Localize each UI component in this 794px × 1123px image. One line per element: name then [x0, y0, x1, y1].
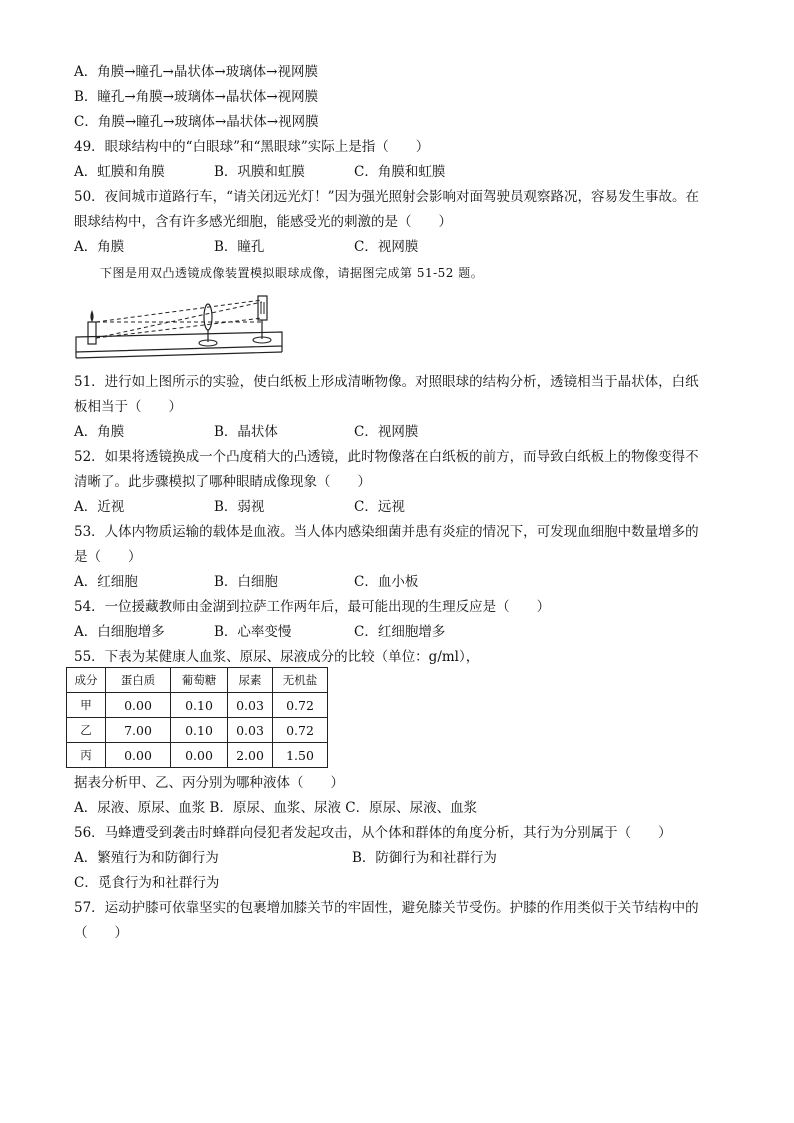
- q51-option-a: A．角膜: [74, 424, 125, 440]
- figure-caption: 下图是用双凸透镜成像装置模拟眼球成像，请据图完成第 51-52 题。: [100, 266, 484, 280]
- q54-options: [74, 622, 445, 642]
- q48-option-c: C．角膜→瞳孔→玻璃体→晶状体→视网膜: [74, 114, 319, 130]
- table-header-cell: 无机盐: [273, 668, 328, 693]
- q54-option-b: B．心率变慢: [214, 624, 292, 640]
- table-row: [67, 693, 328, 718]
- q56-option-c: C．觅食行为和社群行为: [74, 875, 220, 891]
- q51-stem-line1: 51．进行如上图所示的实验，使白纸板上形成清晰物像。对照眼球的结构分析，透镜相当于晶状体，白纸: [74, 374, 699, 390]
- table-cell: 1.50: [273, 743, 328, 768]
- q56-options-row1: [74, 848, 497, 868]
- q51-option-b: B．晶状体: [214, 424, 278, 440]
- q52-option-c: C．远视: [354, 499, 405, 515]
- q55-options: A．尿液、原尿、血浆 B．原尿、血浆、尿液 C．原尿、尿液、血浆: [74, 800, 478, 816]
- q50-option-a: A．角膜: [74, 239, 125, 255]
- table-row: [67, 743, 328, 768]
- q56-option-b: B．防御行为和社群行为: [352, 850, 497, 866]
- white-board-screen: [258, 296, 267, 320]
- table-header-cell: 葡萄糖: [171, 668, 228, 693]
- table-header-cell: 尿素: [228, 668, 273, 693]
- lens-experiment-diagram: [66, 292, 288, 360]
- table-header-cell: 成分: [67, 668, 106, 693]
- q48-option-a: A．角膜→瞳孔→晶状体→玻璃体→视网膜: [74, 64, 318, 80]
- q53-option-b: B．白细胞: [214, 574, 278, 590]
- q49-options: [74, 162, 445, 182]
- q49-option-a: A．虹膜和角膜: [74, 164, 165, 180]
- q50-option-c: C．视网膜: [354, 239, 419, 255]
- table-cell: 0.00: [106, 693, 171, 718]
- q56-option-a: A．繁殖行为和防御行为: [74, 850, 219, 866]
- q53-option-a: A．红细胞: [74, 574, 138, 590]
- q54-option-a: A．白细胞增多: [74, 624, 165, 640]
- table-cell: 0.03: [228, 693, 273, 718]
- table-cell: 0.72: [273, 693, 328, 718]
- table-cell: 乙: [67, 718, 106, 743]
- q48-option-b: B．瞳孔→角膜→玻璃体→晶状体→视网膜: [74, 89, 319, 105]
- table-header-row: [67, 668, 328, 693]
- q53-options: [74, 572, 418, 592]
- flame-icon: [90, 310, 93, 322]
- table-cell: 7.00: [106, 718, 171, 743]
- optical-bench: [76, 332, 282, 352]
- table-row: [67, 718, 328, 743]
- table-cell: 丙: [67, 743, 106, 768]
- q57-stem-line1: 57．运动护膝可依靠坚实的包裹增加膝关节的牢固性，避免膝关节受伤。护膝的作用类似于关节结构中的: [74, 900, 699, 916]
- convex-lens-icon: [204, 304, 212, 330]
- q56-stem: 56．马蜂遭受到袭击时蜂群向侵犯者发起攻击，从个体和群体的角度分析，其行为分别属于（ ）: [74, 825, 672, 841]
- q55-stem: 55．下表为某健康人血浆、原尿、尿液成分的比较（单位：g/ml），: [74, 649, 480, 665]
- q52-stem-line1: 52．如果将透镜换成一个凸度稍大的凸透镜，此时物像落在白纸板的前方，而导致白纸板上的物像变得不: [74, 449, 699, 465]
- q50-option-b: B．瞳孔: [214, 239, 265, 255]
- q55-question: 据表分析甲、乙、丙分别为哪种液体（ ）: [74, 775, 344, 791]
- table-cell: 0.10: [171, 693, 228, 718]
- table-cell: 0.03: [228, 718, 273, 743]
- q53-stem-line2: 是（ ）: [74, 549, 142, 565]
- q49-option-b: B．巩膜和虹膜: [214, 164, 305, 180]
- q50-options: [74, 237, 418, 257]
- q57-stem-line2: （ ）: [74, 925, 128, 941]
- q52-option-a: A．近视: [74, 499, 125, 515]
- table-header-cell: 蛋白质: [106, 668, 171, 693]
- table-cell: 甲: [67, 693, 106, 718]
- table-cell: 0.10: [171, 718, 228, 743]
- blood-urine-composition-table: [66, 667, 328, 768]
- q50-stem-line2: 眼球结构中，含有许多感光细胞，能感受光的刺激的是（ ）: [74, 214, 452, 230]
- q52-option-b: B．弱视: [214, 499, 265, 515]
- q53-stem-line1: 53．人体内物质运输的载体是血液。当人体内感染细菌并患有炎症的情况下，可发现血细胞中数量增多的: [74, 524, 699, 540]
- q51-stem-line2: 板相当于（ ）: [74, 399, 182, 415]
- q52-options: [74, 497, 405, 517]
- q54-stem: 54．一位援藏教师由金湖到拉萨工作两年后，最可能出现的生理反应是（ ）: [74, 599, 551, 615]
- table-cell: 2.00: [228, 743, 273, 768]
- q49-stem: 49．眼球结构中的“白眼球”和“黑眼球”实际上是指（ ）: [74, 139, 430, 155]
- table-cell: 0.00: [106, 743, 171, 768]
- table-cell: 0.00: [171, 743, 228, 768]
- q49-option-c: C．角膜和虹膜: [354, 164, 446, 180]
- table-cell: 0.72: [273, 718, 328, 743]
- candle-icon: [88, 322, 96, 344]
- q51-options: [74, 422, 418, 442]
- q50-stem-line1: 50．夜间城市道路行车，“请关闭远光灯！”因为强光照射会影响对面驾驶员观察路况，容易发生事故。在: [74, 189, 699, 205]
- q51-option-c: C．视网膜: [354, 424, 419, 440]
- q52-stem-line2: 清晰了。此步骤模拟了哪种眼睛成像现象（ ）: [74, 474, 371, 490]
- q53-option-c: C．血小板: [354, 574, 419, 590]
- q54-option-c: C．红细胞增多: [354, 624, 446, 640]
